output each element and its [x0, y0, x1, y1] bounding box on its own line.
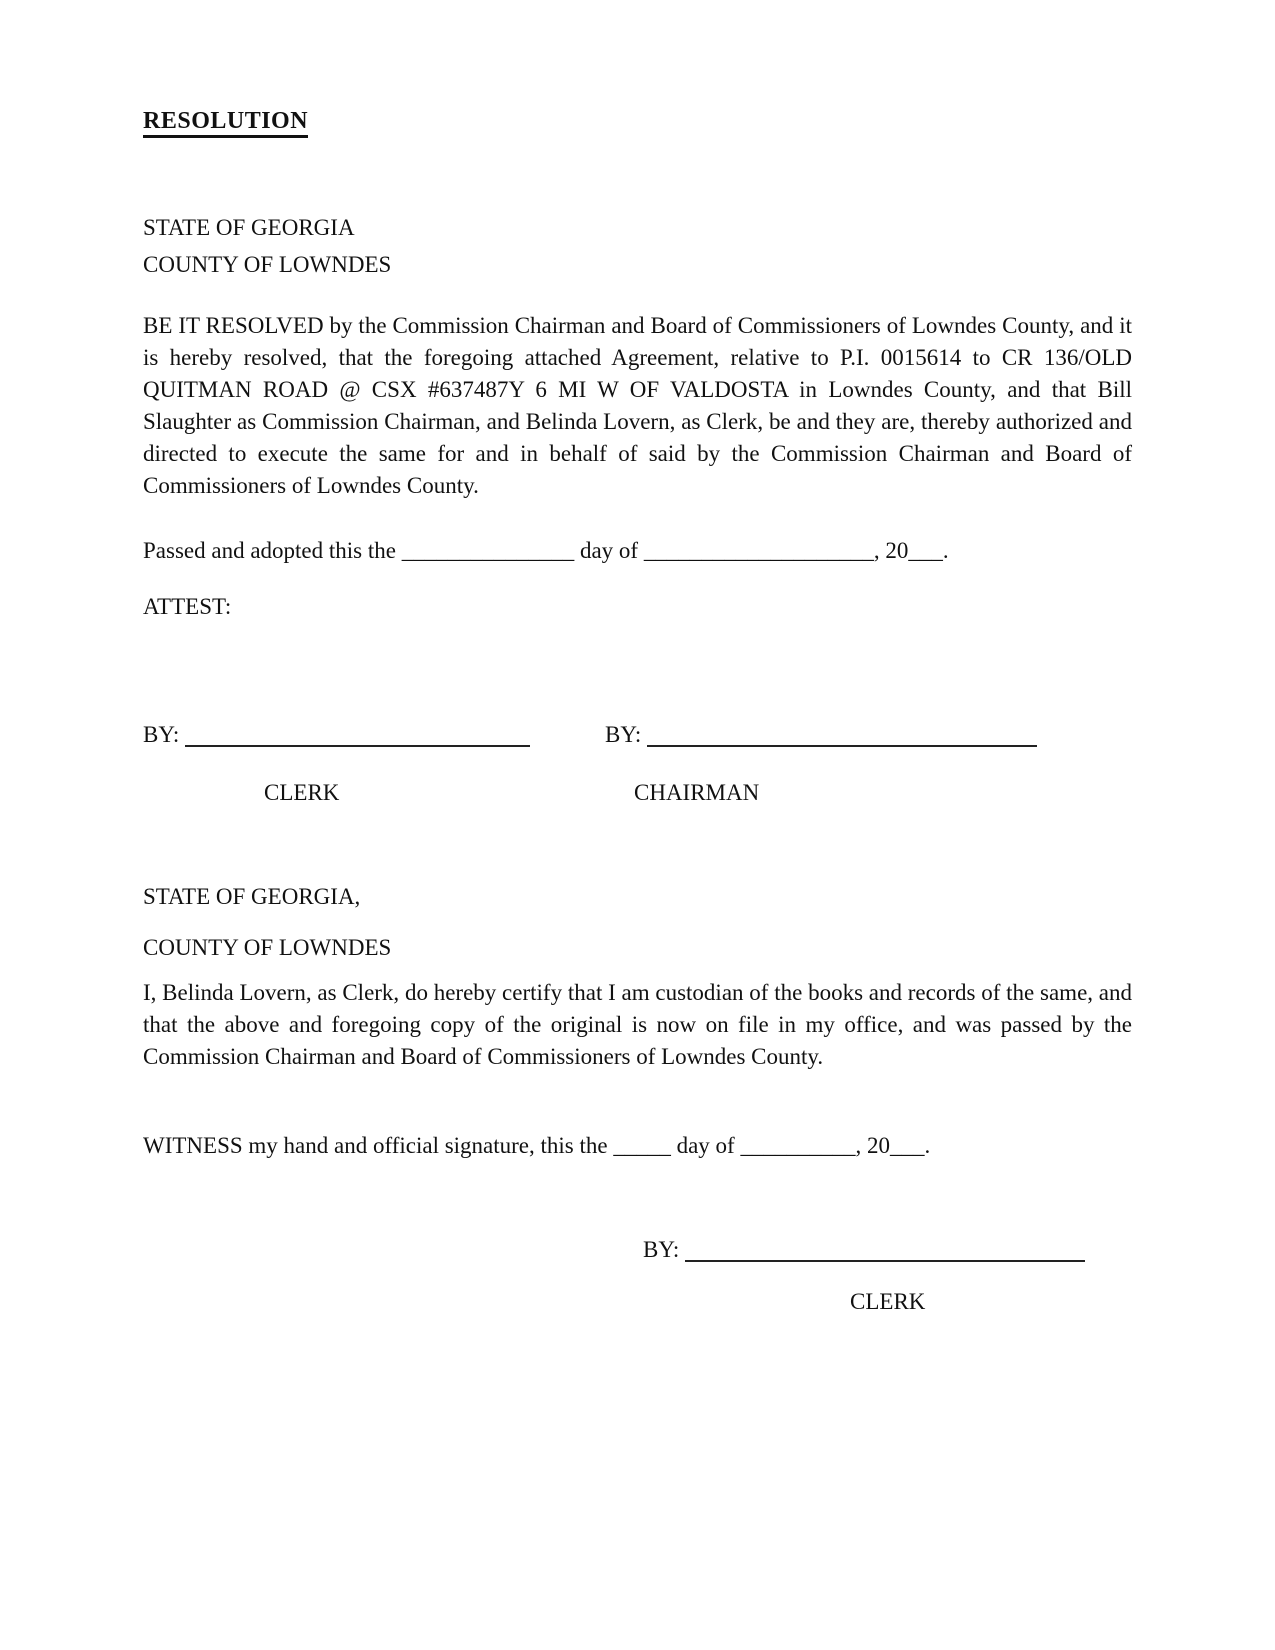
signature-labels-row — [143, 780, 1132, 810]
certification-paragraph: I, Belinda Lovern, as Clerk, do hereby certify that I am custodian of the books and records of the same, and that the above and foregoing copy of the original is now on file in my office, and was passed by the Commission Chairman and Board of Commissioners of Lowndes County. — [143, 980, 1132, 1069]
by-label-clerk: BY: — [143, 722, 180, 747]
document-title-text: RESOLUTION — [143, 108, 308, 138]
signature-row — [143, 722, 1132, 756]
certification-state-line: STATE OF GEORGIA, — [143, 884, 361, 909]
chairman-label: CHAIRMAN — [634, 780, 760, 805]
by-label-chairman: BY: — [605, 722, 642, 747]
final-clerk-signature-line — [685, 1237, 1085, 1262]
final-clerk-label: CLERK — [850, 1289, 926, 1314]
passed-adopted-line: Passed and adopted this the _______________ day of ____________________, 20___. — [143, 538, 949, 563]
document-title — [143, 108, 1132, 135]
resolution-paragraph: BE IT RESOLVED by the Commission Chairman and Board of Commissioners of Lowndes County, and it is hereby resolved, that the foregoing attached Agreement, relative to P.I. 0015614 to CR 136/OLD QUITMAN ROAD @ CSX #637487Y 6 MI W OF VALDOSTA in Lowndes County, and that Bill Slaughter as Commission Chairman, and Belinda Lovern, as Clerk, be and they are, thereby authorized and directed to execute the same for and in behalf of said by the Commission Chairman and Board of Commissioners of Lowndes County. — [143, 313, 1132, 498]
county-of-lowndes-line: COUNTY OF LOWNDES — [143, 252, 392, 277]
jurisdiction-block — [143, 209, 1132, 283]
chairman-signature-block — [605, 722, 1037, 748]
clerk-signature-block — [143, 722, 530, 748]
by-label-final-clerk: BY: — [643, 1237, 680, 1262]
final-clerk-signature-block — [643, 1233, 1132, 1267]
state-of-georgia-line: STATE OF GEORGIA — [143, 215, 355, 240]
witness-line: WITNESS my hand and official signature, this the _____ day of __________, 20___. — [143, 1133, 931, 1158]
clerk-label: CLERK — [264, 780, 340, 805]
chairman-signature-line — [647, 722, 1037, 747]
clerk-signature-line — [185, 722, 530, 747]
attest-label: ATTEST: — [143, 594, 232, 619]
certification-county-line: COUNTY OF LOWNDES — [143, 935, 392, 960]
